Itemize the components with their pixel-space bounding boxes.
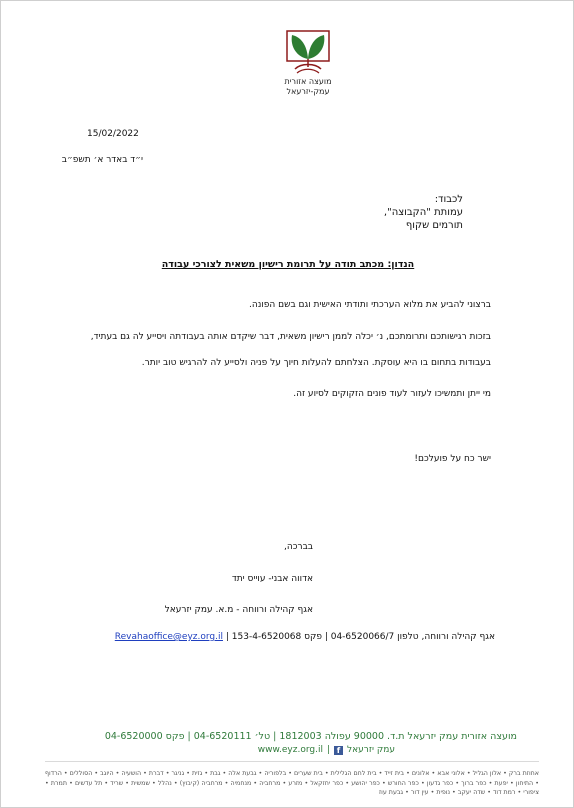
hebrew-date: י״ד באדר א׳ תשפ״ב: [61, 155, 143, 165]
body-paragraph-3: מי ייתן ותמשיכו לעזור לעוד פונים הזקוקים לסיוע זה.: [293, 389, 491, 399]
recipient-line-1: לכבוד:: [434, 194, 463, 205]
signer-name: אדווה אבני- עוייס יתד: [231, 574, 313, 584]
logo-line-1: מועצה אזורית: [284, 77, 332, 86]
footer-address: מועצה אזורית עמק יזרעאל ת.ד. 90000 עפולה 1812003 | טל׳ 04-6520111 | פקס 04-6520000: [104, 731, 517, 742]
website-link[interactable]: www.eyz.org.il: [257, 745, 323, 755]
letter-subject: הנדון: מכתב תודה על תרומת רישיון משאית לצורכי עבודה: [161, 259, 415, 270]
recipient-line-2: עמותת "הקבוצה",: [383, 207, 463, 218]
letter-date: 15/02/2022: [87, 129, 139, 139]
contact-line: [115, 632, 495, 642]
footer-separator: |: [326, 745, 331, 755]
body-paragraph-4: ישר כח על פועלכם!: [414, 454, 491, 464]
logo-leaf-icon: [283, 29, 333, 77]
recipient-block: [384, 193, 463, 232]
contact-email-link[interactable]: Revahaoffice@eyz.org.il: [114, 632, 223, 642]
facebook-label[interactable]: עמק יזרעאל: [347, 745, 395, 755]
body-paragraph-2: בזכות רגישותכם ותרומתכם, נ׳ יכלה לממן רישיון משאית, דבר שיקדם אותה בעבודתה ויסייע לה גם בעתיד, בעבודות בתחום בו היא עוסקת. הצלחתם להעלות חיוך על פניה ולסייע לה להרגיש טוב יותר.: [90, 332, 491, 368]
recipient-line-3: תורמים שקוף: [405, 220, 463, 231]
facebook-icon[interactable]: f: [334, 746, 343, 755]
footer-divider: [45, 761, 539, 762]
settlements-list: אחוזת ברק • אלון הגליל • אלוני אבא • אלונים • בית זייד • בית לחם הגלילית • בית שערים • בלפוריה • גבעת אלה • גבת • גזית • גניגר • דברת • הושעיה • היוגב • הסוללים • הרדוף • התיחון • יפעת • כפר ברוך • כפר גדעון • כפר החורש • כפר יהושע • כפר יחזקאל • מזרע • מרחביה • מנחמיה • מרחביה (קיבוץ) • נהלל • שמשית • שריד • תל עדשים • תמרת • ציפורי • רמת דוד • שדה יעקב • נופית • עין דור • גבעת עוז: [45, 770, 539, 796]
council-logo: [283, 29, 333, 119]
contact-text: אגף קהילה ורווחה, טלפון 04-6520066/7 | פקס 153-4-6520068 |: [225, 632, 495, 642]
signer-department: אגף קהילה ורווחה - מ.א. עמק יזרעאל: [164, 605, 313, 615]
footer-links: [258, 745, 395, 755]
body-paragraph-1: ברצוני להביע את מלוא הערכתי ותודתי האישית וגם בשם הפונה.: [248, 300, 491, 310]
closing: בברכה,: [284, 542, 313, 552]
logo-line-2: עמק-יזרעאל: [286, 87, 330, 96]
